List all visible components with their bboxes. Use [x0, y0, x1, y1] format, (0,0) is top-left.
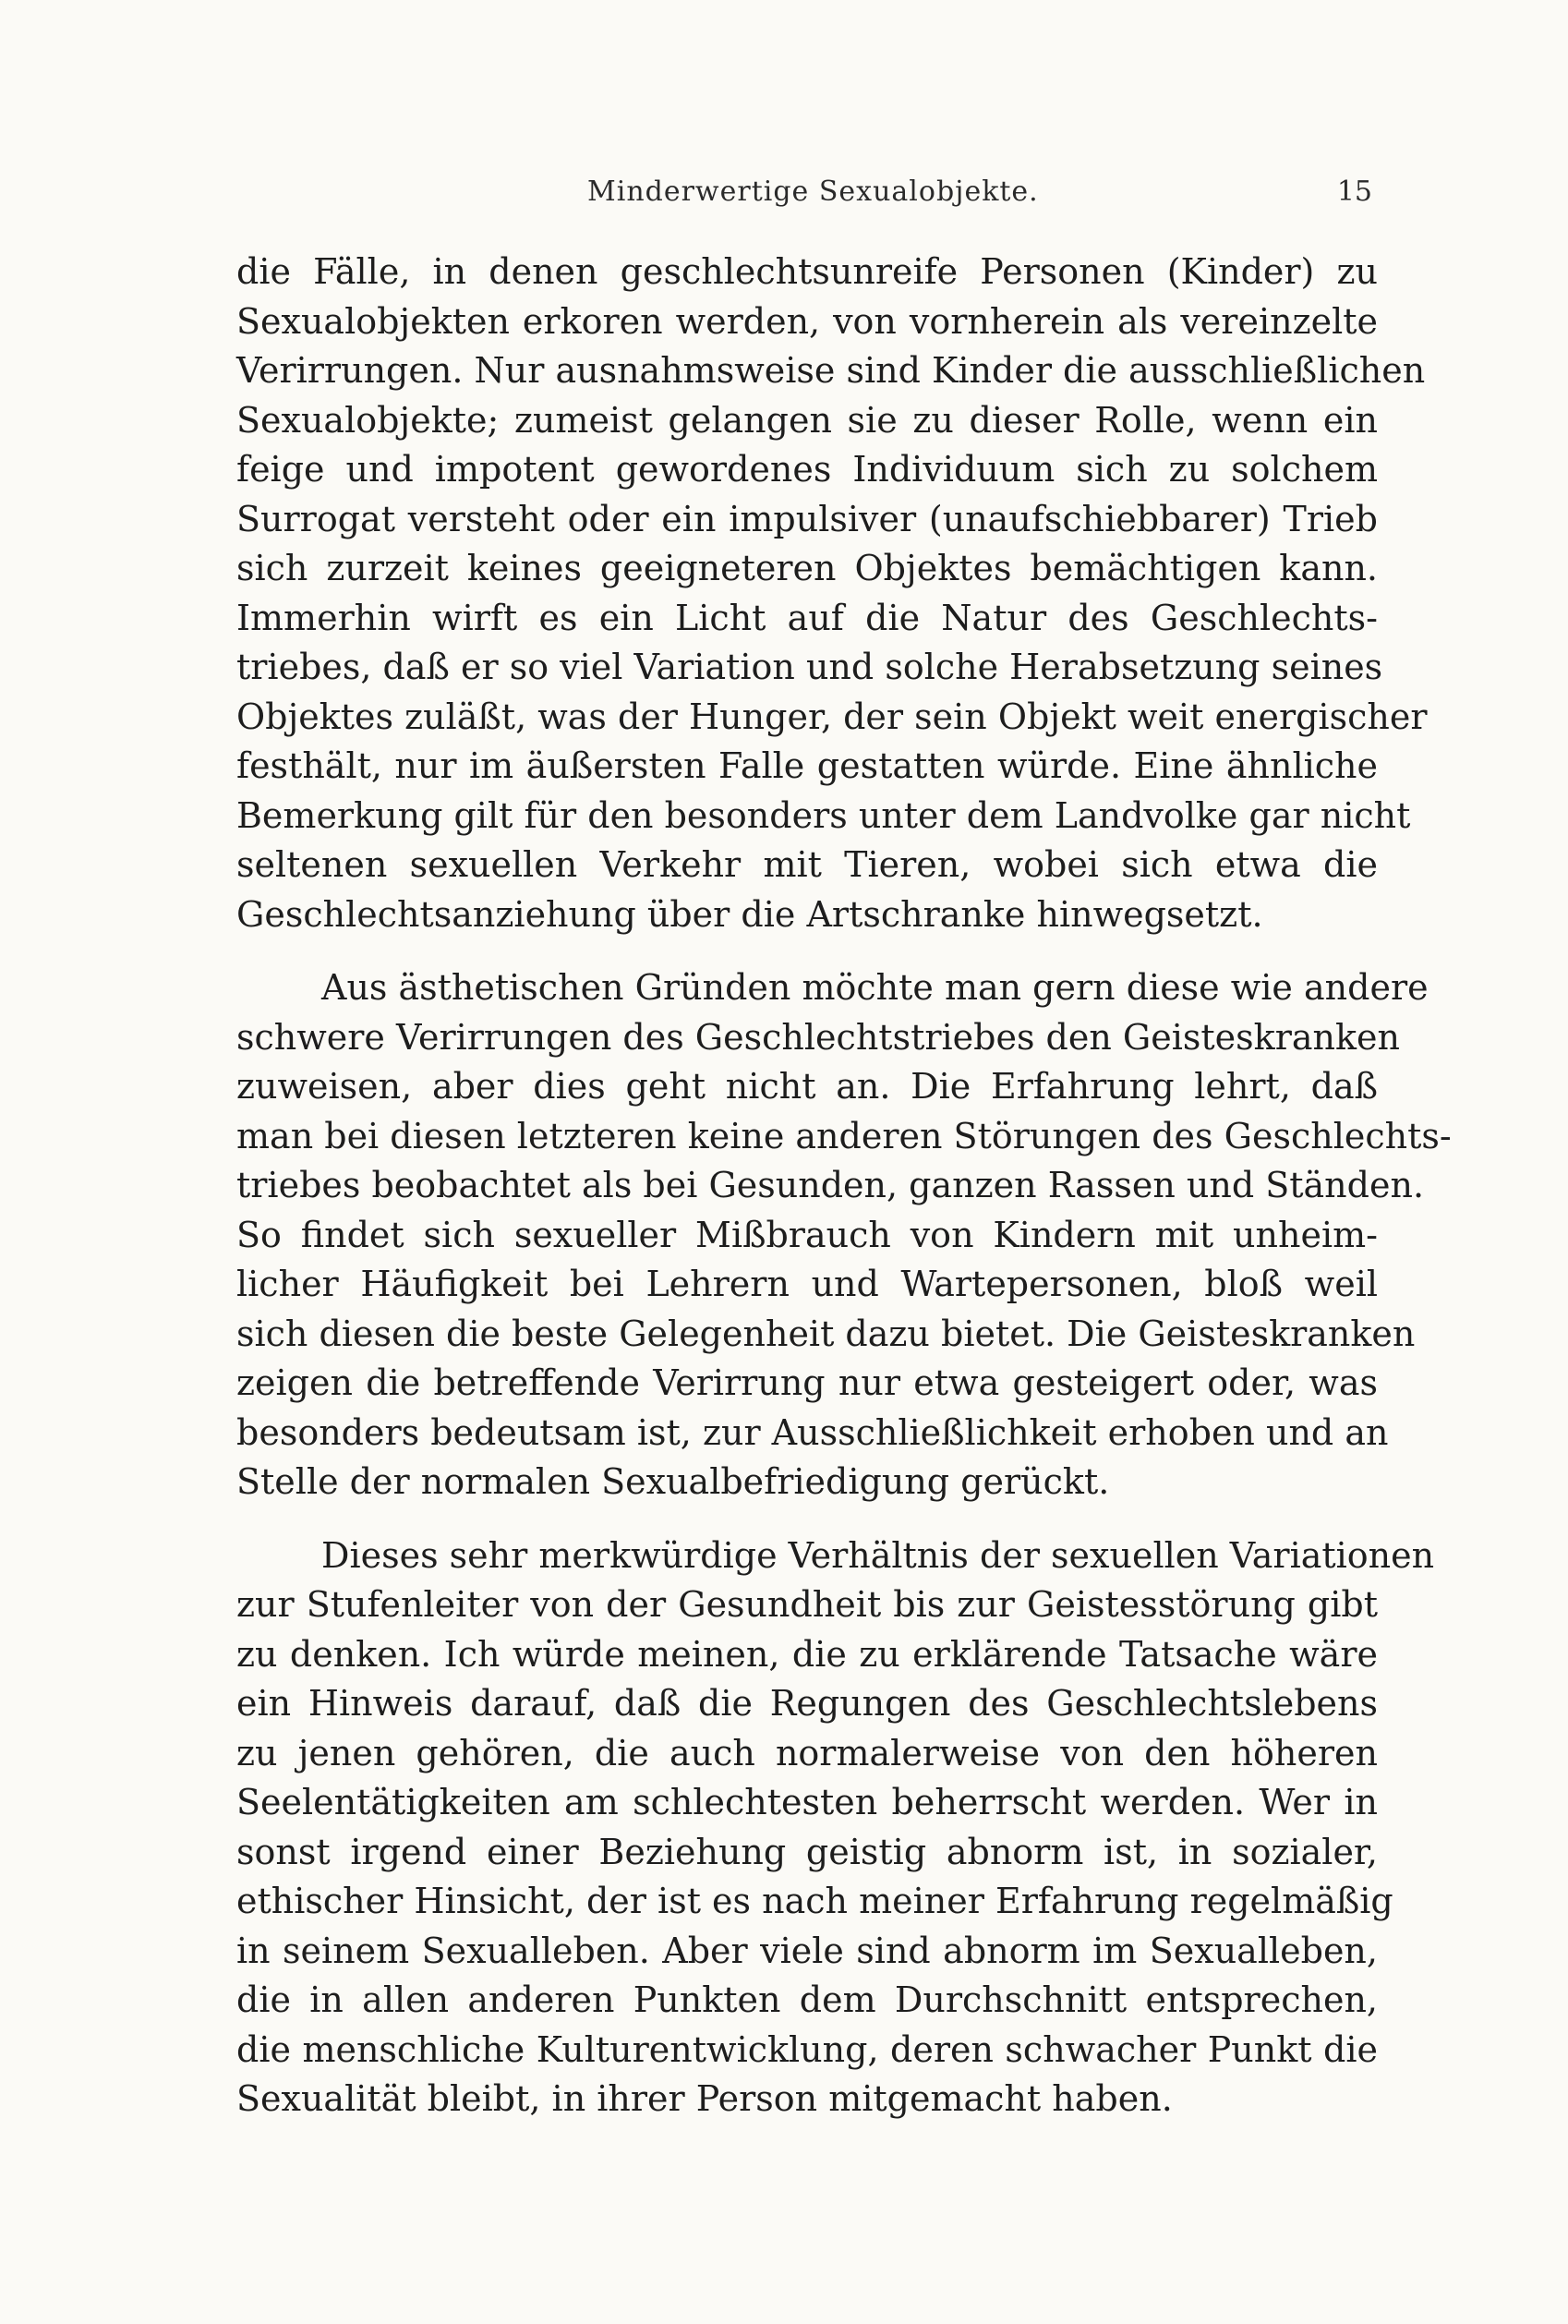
text-line: Sexualität bleibt, in ihrer Person mitgemacht haben. [236, 2078, 1173, 2119]
text-line: ethischer Hinsicht, der ist es nach meiner Erfahrung regelmäßig [236, 1881, 1393, 1921]
text-line: Surrogat versteht oder ein impulsiver (unaufschiebbarer) Trieb [236, 498, 1378, 539]
text-line: Geschlechtsanziehung über die Artschranke hinwegsetzt. [236, 893, 1263, 935]
body-text [236, 248, 1452, 2124]
text-line: feige und impotent gewordenes Individuum sich zu solchem [236, 449, 1378, 490]
text-line: sonst irgend einer Beziehung geistig abnorm ist, in sozialer, [236, 1831, 1378, 1872]
running-title: Minderwertige Sexualobjekte. [587, 176, 1039, 208]
text-line: zuweisen, aber dies geht nicht an. Die Erfahrung lehrt, daß [236, 1066, 1378, 1107]
text-line: schwere Verirrungen des Geschlechtstriebes den Geisteskranken [236, 1016, 1400, 1058]
text-line: in seinem Sexualleben. Aber viele sind abnorm im Sexualleben, [236, 1930, 1378, 1971]
text-line: die menschliche Kulturentwicklung, deren schwacher Punkt die [236, 2028, 1378, 2070]
text-line: Dieses sehr merkwürdige Verhältnis der sexuellen Variationen [321, 1534, 1435, 1576]
paragraph-3 [236, 1531, 1435, 2124]
text-line: besonders bedeutsam ist, zur Ausschließlichkeit erhoben und an [236, 1411, 1389, 1453]
text-line: zur Stufenleiter von der Gesundheit bis zur Geistesstörung gibt [236, 1584, 1378, 1625]
text-line: triebes, daß er so viel Variation und solche Herabsetzung seines [236, 647, 1383, 687]
text-line: Sexualobjekte; zumeist gelangen sie zu dieser Rolle, wenn ein [236, 399, 1378, 441]
text-line: Stelle der normalen Sexualbefriedigung gerückt. [236, 1461, 1110, 1502]
text-line: Immerhin wirft es ein Licht auf die Natur des Geschlechts- [236, 597, 1378, 638]
text-line: Verirrungen. Nur ausnahmsweise sind Kinder die ausschließlichen [236, 350, 1426, 391]
text-line: die in allen anderen Punkten dem Durchschnitt entsprechen, [236, 1979, 1378, 2020]
text-line: Aus ästhetischen Gründen möchte man gern diese wie andere [321, 967, 1429, 1008]
text-line: zu denken. Ich würde meinen, die zu erklärende Tatsache wäre [236, 1633, 1378, 1675]
paragraph-2 [236, 963, 1452, 1507]
text-line: festhält, nur im äußersten Falle gestatten würde. Eine ähnliche [236, 745, 1378, 786]
page-number: 15 [1336, 176, 1372, 208]
text-line: Seelentätigkeiten am schlechtesten beherrscht werden. Wer in [236, 1782, 1378, 1822]
text-line: sich zurzeit keines geeigneteren Objektes bemächtigen kann. [236, 548, 1378, 588]
text-line: man bei diesen letzteren keine anderen Störungen des Geschlechts- [236, 1115, 1452, 1156]
text-line: seltenen sexuellen Verkehr mit Tieren, wobei sich etwa die [236, 844, 1378, 885]
text-line: So findet sich sexueller Mißbrauch von Kindern mit unheim- [236, 1214, 1378, 1255]
text-line: ein Hinweis darauf, daß die Regungen des Geschlechtslebens [236, 1683, 1378, 1724]
running-head [236, 176, 1381, 222]
text-line: Bemerkung gilt für den besonders unter dem Landvolke gar nicht [236, 794, 1411, 836]
text-line: sich diesen die beste Gelegenheit dazu bietet. Die Geisteskranken [236, 1313, 1416, 1354]
text-line: triebes beobachtet als bei Gesunden, ganzen Rassen und Ständen. [236, 1165, 1425, 1205]
text-line: zu jenen gehören, die auch normalerweise von den höheren [236, 1732, 1378, 1773]
text-line: licher Häufigkeit bei Lehrern und Wartepersonen, bloß weil [236, 1264, 1378, 1304]
text-line: zeigen die betreffende Verirrung nur etwa gesteigert oder, was [236, 1362, 1378, 1403]
text-line: die Fälle, in denen geschlechtsunreife Personen (Kinder) zu [236, 251, 1378, 292]
text-line: Objektes zuläßt, was der Hunger, der sein Objekt weit energischer [236, 696, 1428, 737]
text-line: Sexualobjekten erkoren werden, von vornherein als vereinzelte [236, 300, 1378, 342]
paragraph-1 [236, 248, 1428, 939]
